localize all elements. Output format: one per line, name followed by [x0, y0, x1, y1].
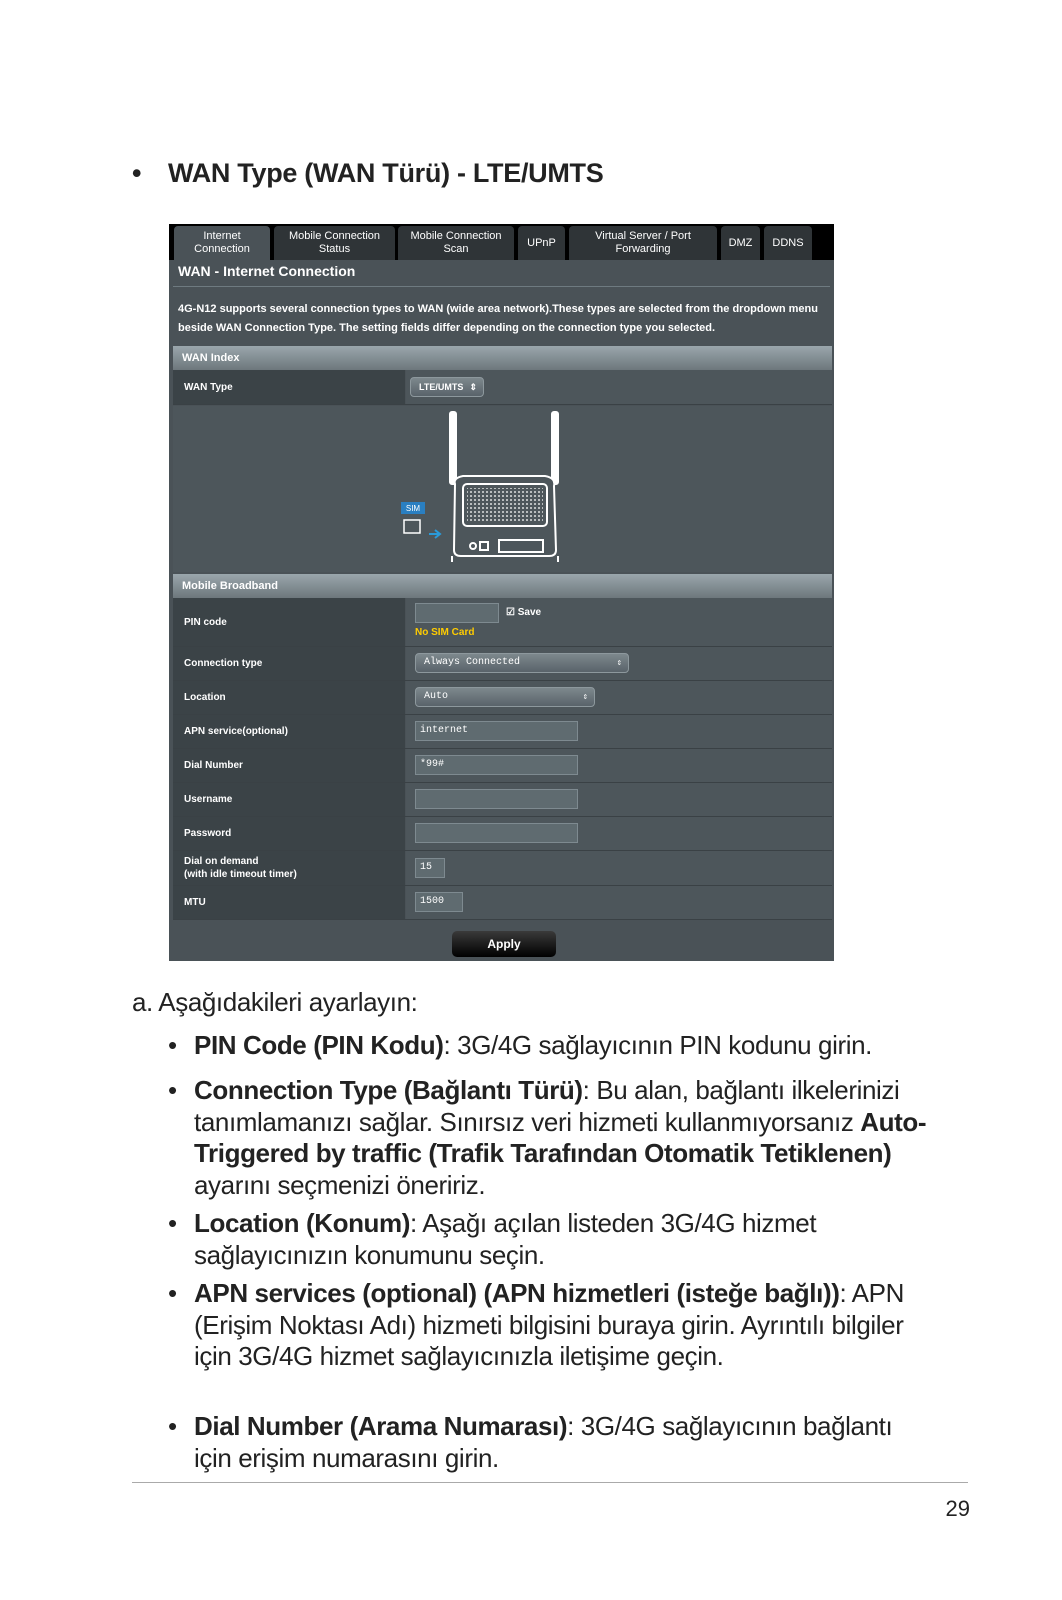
step-a-text: a. Aşağıdakileri ayarlayın: [132, 987, 418, 1017]
dial-on-demand-input[interactable]: 15 [415, 858, 445, 878]
mtu-label: MTU [184, 897, 206, 908]
dial-number-input[interactable]: *99# [415, 755, 578, 775]
wan-type-label: WAN Type [173, 370, 405, 404]
panel-title: WAN - Internet Connection [178, 263, 356, 279]
router-ui-screenshot [169, 224, 834, 961]
password-row [173, 817, 832, 851]
location-row [173, 681, 832, 715]
tab-mobile-connection-status[interactable]: Mobile Connection Status [274, 226, 395, 260]
apn-row [173, 715, 832, 749]
router-icon [173, 406, 832, 572]
list-item: • APN services (optional) (APN hizmetleri (isteğe bağlı)): APN (Erişim Noktası Adı) hizmeti bilgisini buraya girin. Ayrıntılı bilgiler için 3G/4G hizmet sağlayıcınızla iletişime geçin. [168, 1278, 904, 1371]
dial-number-row [173, 749, 832, 783]
page-number: 29 [945, 1496, 970, 1521]
list-item: • Location (Konum): Aşağı açılan listeden 3G/4G hizmet sağlayıcınızın konumunu seçin. [168, 1208, 817, 1270]
footer-divider [132, 1482, 968, 1483]
router-illustration-area [173, 406, 832, 572]
bullet: • [168, 1208, 177, 1238]
apply-button[interactable]: Apply [452, 931, 556, 957]
tab-dmz[interactable]: DMZ [721, 226, 760, 260]
pin-code-label: PIN code [184, 616, 227, 628]
select-arrows-icon: ⇕ [616, 658, 622, 668]
mtu-row [173, 886, 832, 920]
list-item: • Dial Number (Arama Numarası): 3G/4G sağlayıcının bağlantı için erişim numarasını girin. [168, 1411, 893, 1473]
save-checkbox[interactable]: ☑ Save [506, 607, 542, 618]
wan-index-header: WAN Index [173, 346, 832, 370]
select-arrows-icon: ⇕ [582, 692, 588, 702]
connection-type-row [173, 647, 832, 681]
pin-code-row [173, 598, 832, 647]
list-item: • Connection Type (Bağlantı Türü): Bu alan, bağlantı ilkelerinizi tanımlamanızı sağlar. Sınırsız veri hizmeti kullanmıyorsanız Auto-Triggered by traffic (Trafik Tarafından Otomatik Tetiklenen) ayarını seçmenizi öneririz. [168, 1075, 927, 1200]
tab-ddns[interactable]: DDNS [764, 226, 812, 260]
apn-label: APN service(optional) [184, 726, 288, 737]
tab-virtual-server[interactable]: Virtual Server / Port Forwarding [569, 226, 717, 260]
bullet: • [168, 1411, 177, 1441]
tab-internet-connection[interactable]: Internet Connection [174, 226, 270, 260]
tab-mobile-connection-scan[interactable]: Mobile Connection Scan [398, 226, 514, 260]
location-label: Location [184, 692, 226, 703]
dial-number-label: Dial Number [184, 760, 243, 771]
connection-type-label: Connection type [184, 658, 263, 669]
connection-type-select[interactable]: Always Connected ⇕ [415, 653, 629, 673]
username-input[interactable] [415, 789, 578, 809]
mtu-input[interactable]: 1500 [415, 892, 463, 912]
heading-text: WAN Type (WAN Türü) - LTE/UMTS [168, 158, 604, 188]
wan-type-row [173, 370, 832, 405]
tab-bar [169, 224, 834, 260]
dial-on-demand-label: Dial on demand (with idle timeout timer) [184, 856, 297, 880]
bullet: • [168, 1030, 177, 1060]
no-sim-warning: No SIM Card [415, 627, 475, 638]
list-item: • PIN Code (PIN Kodu): 3G/4G sağlayıcının PIN kodunu girin. [168, 1030, 872, 1060]
heading-bullet: • [132, 158, 142, 188]
title-divider [173, 286, 830, 287]
tab-upnp[interactable]: UPnP [518, 226, 565, 260]
password-label: Password [184, 828, 232, 839]
mobile-broadband-header: Mobile Broadband [173, 574, 832, 598]
bullet: • [168, 1075, 177, 1105]
bullet: • [168, 1278, 177, 1308]
password-input[interactable] [415, 823, 578, 843]
section-heading [132, 158, 603, 189]
username-label: Username [184, 794, 233, 805]
pin-code-input[interactable] [415, 603, 499, 623]
wan-type-select[interactable]: LTE/UMTS ⇕ [410, 377, 484, 397]
sim-label: SIM [405, 504, 421, 513]
username-row [173, 783, 832, 817]
select-arrows-icon: ⇕ [469, 382, 477, 392]
dial-on-demand-row [173, 851, 832, 886]
panel-description: 4G-N12 supports several connection types to WAN (wide area network).These types are selected from the dropdown menu beside WAN Connection Type. The setting fields differ depending on the connection type you selected. [178, 303, 818, 334]
apn-input[interactable]: internet [415, 721, 578, 741]
location-select[interactable]: Auto ⇕ [415, 687, 595, 707]
